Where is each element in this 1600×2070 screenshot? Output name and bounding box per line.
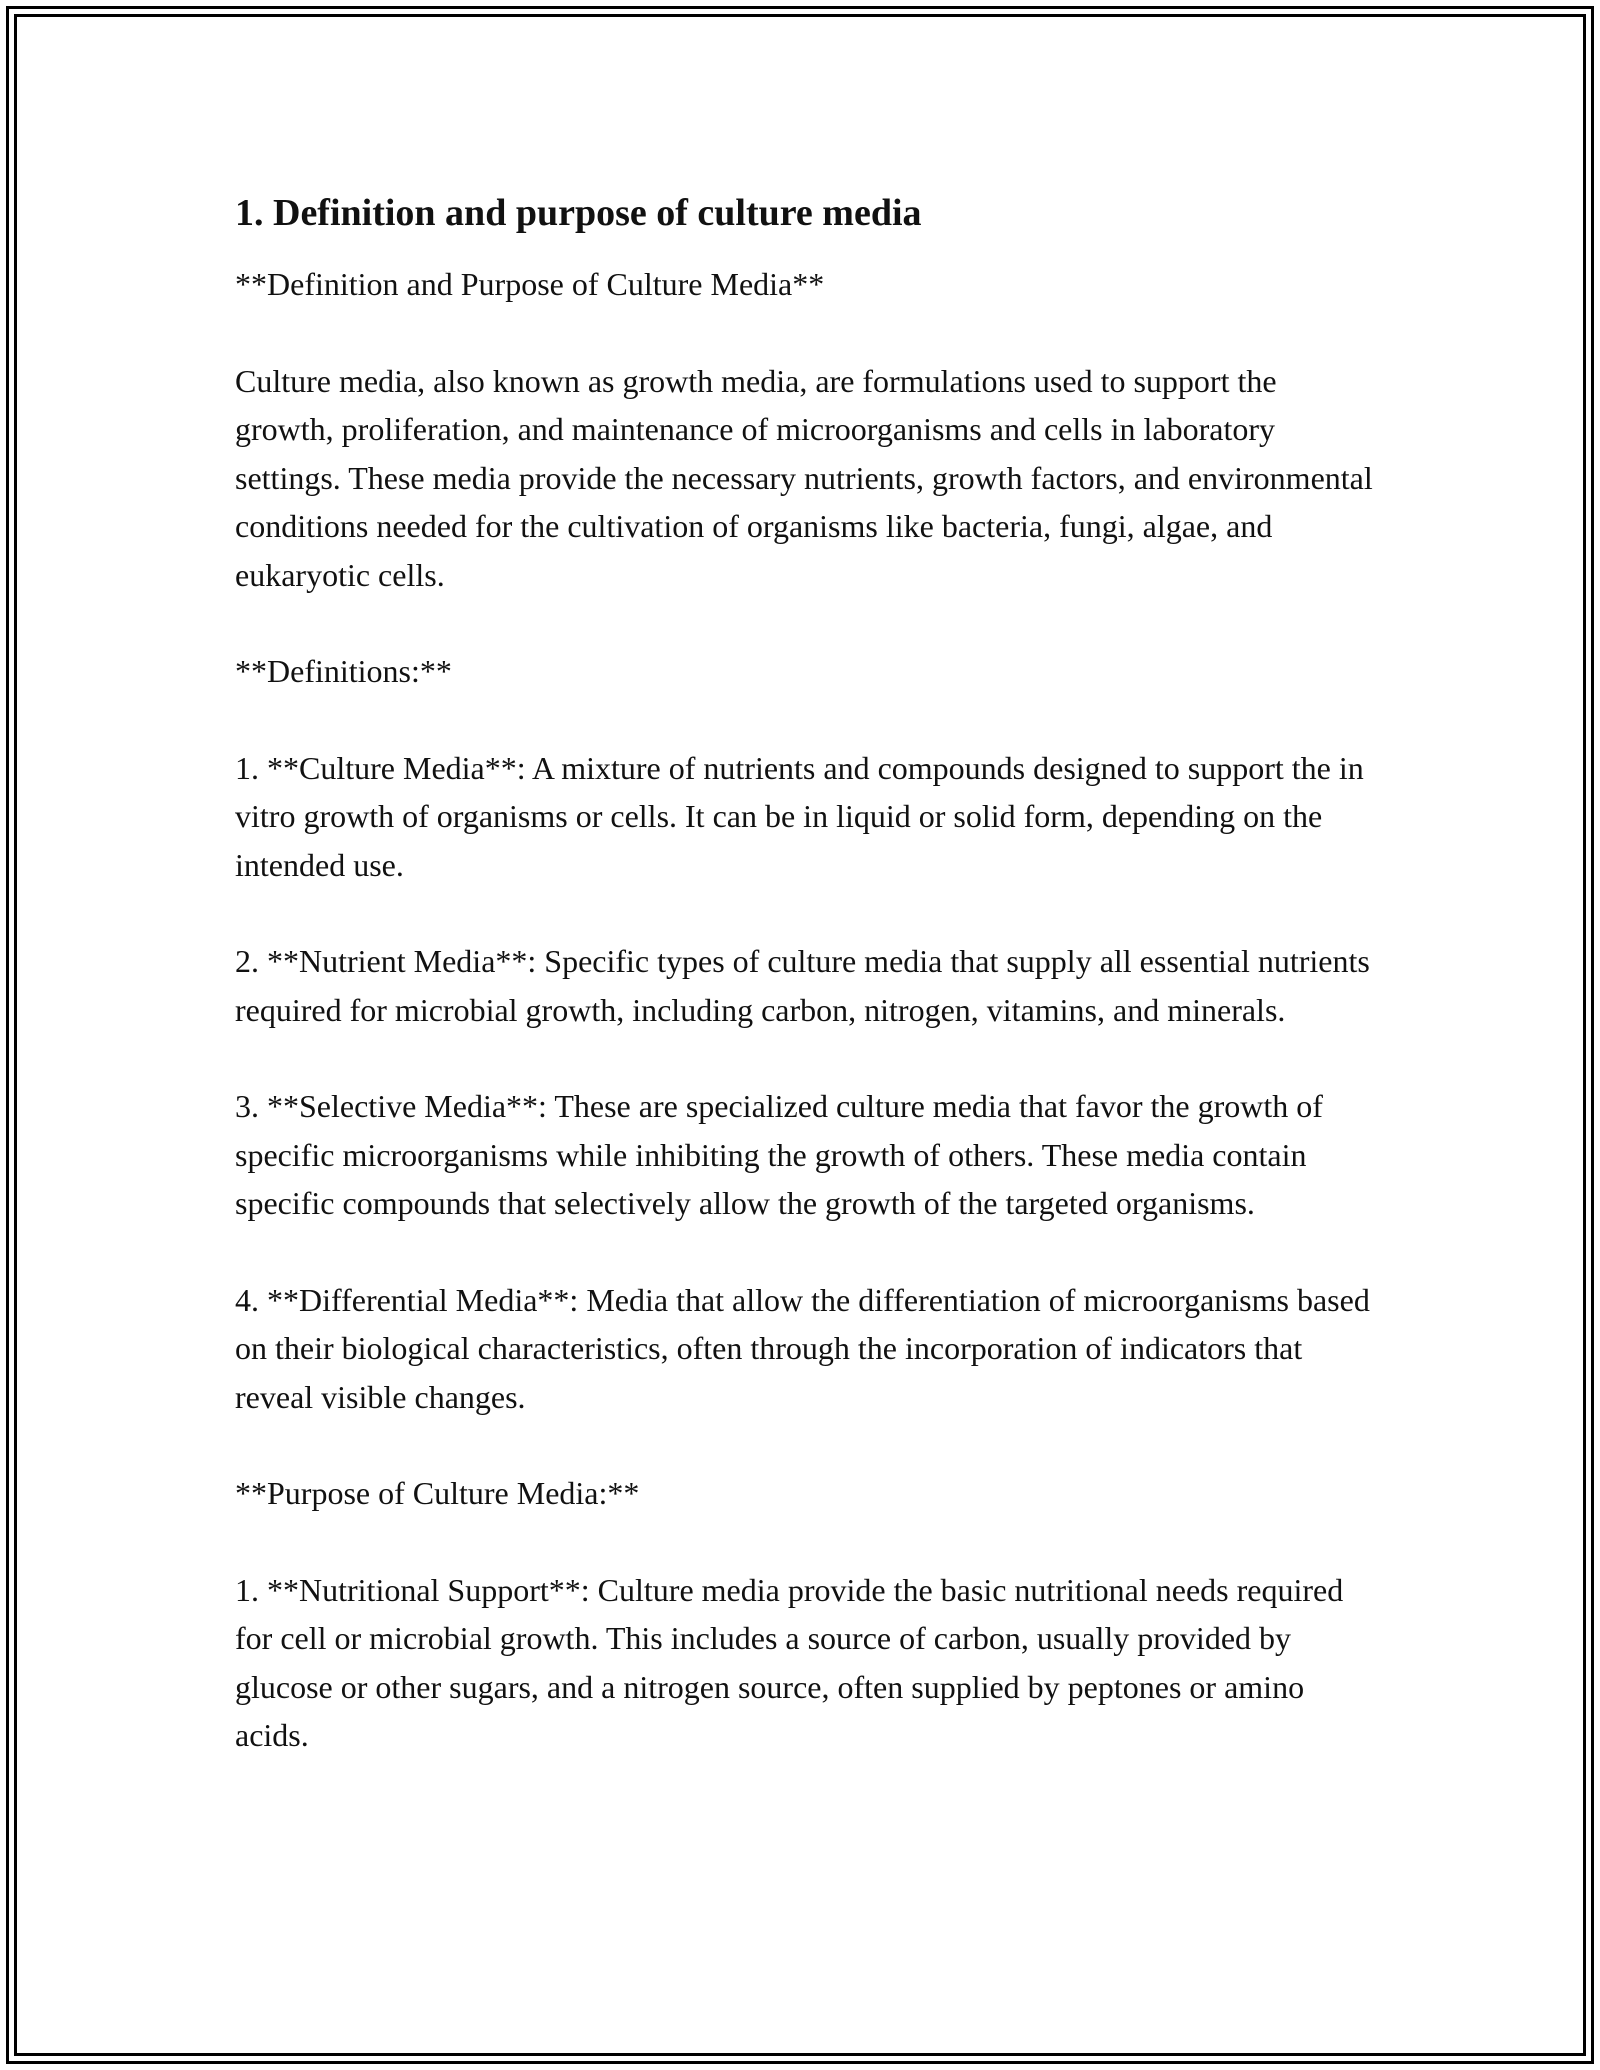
- definition-item-differential-media: 4. **Differential Media**: Media that allow the differentiation of microorganisms based on their biological characteristics, often through the incorporation of indicators that reveal visible changes.: [235, 1281, 1370, 1415]
- definition-item-nutrient-media: 2. **Nutrient Media**: Specific types of culture media that supply all essential nutrients required for microbial growth, including carbon, nitrogen, vitamins, and minerals.: [235, 943, 1370, 1028]
- intro-paragraph: Culture media, also known as growth media, are formulations used to support the growth, proliferation, and maintenance of microorganisms and cells in laboratory settings. These media provide the necessary nutrients, growth factors, and environmental conditions needed for the cultivation of organisms like bacteria, fungi, algae, and eukaryotic cells.: [235, 362, 1373, 593]
- purpose-item-nutritional-support: 1. **Nutritional Support**: Culture media provide the basic nutritional needs required for cell or microbial growth. This includes a source of carbon, usually provided by glucose or other sugars, and a nitrogen source, often supplied by peptones or amino acids.: [235, 1571, 1344, 1753]
- document-body: [235, 186, 1375, 1808]
- definitions-label: **Definitions:**: [235, 653, 452, 689]
- subtitle-paragraph: **Definition and Purpose of Culture Media**: [235, 266, 825, 302]
- section-heading: 1. Definition and purpose of culture media: [235, 192, 922, 234]
- definition-item-selective-media: 3. **Selective Media**: These are specialized culture media that favor the growth of specific microorganisms while inhibiting the growth of others. These media contain specific compounds that selectively allow the growth of the targeted organisms.: [235, 1088, 1323, 1221]
- purpose-label: **Purpose of Culture Media:**: [235, 1475, 640, 1511]
- definition-item-culture-media: 1. **Culture Media**: A mixture of nutrients and compounds designed to support the in vitro growth of organisms or cells. It can be in liquid or solid form, depending on the intended use.: [235, 749, 1364, 883]
